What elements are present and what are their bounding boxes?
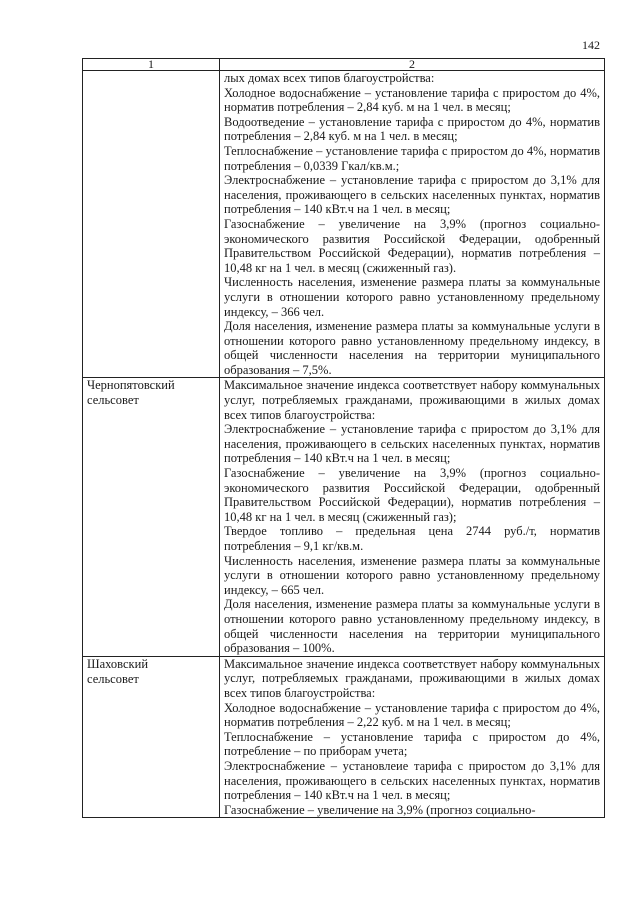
table-row — [83, 378, 605, 656]
paragraph: Теплоснабжение – установление тарифа с приростом до 4%, норматив потребления – 0,0339 Гкал/кв.м.; — [224, 143, 600, 173]
municipality-name-cell — [83, 656, 220, 818]
municipality-name-line: сельсовет — [87, 393, 139, 408]
paragraph: Доля населения, изменение размера платы за коммунальные услуги в отношении которого равно установленному предельному индексу, в общей численности населения на территории муниципального образования – 7,5%. — [224, 319, 600, 377]
municipality-name-cell — [83, 71, 220, 378]
table-row — [83, 656, 605, 818]
municipality-name-line: сельсовет — [87, 671, 139, 686]
paragraph: Максимальное значение индекса соответствует набору коммунальных услуг, потребляемых гражданами, проживающими в жилых домах всех типов благоустройства: — [224, 378, 600, 422]
paragraph: Электроснабжение – установлеие тарифа с приростом до 3,1% для населения, проживающего в сельских населенных пунктах, норматив потребления – 140 кВт.ч на 1 чел. в месяц; — [224, 758, 600, 803]
paragraph: Холодное водоснабжение – установление тарифа с приростом до 4%, норматив потребления – 2,84 куб. м на 1 чел. в месяц; — [224, 85, 600, 115]
paragraph: Электроснабжение – установление тарифа с приростом до 3,1% для населения, проживающего в сельских населенных пунктах, норматив потребления – 140 кВт.ч на 1 чел. в месяц; — [224, 422, 600, 466]
table-row — [83, 71, 605, 378]
paragraph: Электроснабжение – установление тарифа с приростом до 3,1% для населения, проживающего в сельских населенных пунктах, норматив потребления – 140 кВт.ч на 1 чел. в месяц; — [224, 173, 600, 217]
municipality-name-line: Шаховский — [87, 656, 149, 671]
paragraph: лых домах всех типов благоустройства: — [224, 71, 435, 85]
paragraph: Численность населения, изменение размера платы за коммунальные услуги в отношении которого равно установленному предельному индексу, – 665 чел. — [224, 553, 600, 597]
paragraph: Холодное водоснабжение – установление тарифа с приростом до 4%, норматив потребления – 2,22 куб. м на 1 чел. в месяц; — [224, 700, 600, 730]
paragraph: Доля населения, изменение размера платы за коммунальные услуги в отношении которого равно установленному предельному индексу, в общей численности населения на территории муниципального образования – 100%. — [224, 597, 600, 656]
paragraph: Газоснабжение – увеличение на 3,9% (прогноз социально- — [224, 802, 536, 817]
column-header-2: 2 — [220, 59, 605, 71]
page-number: 142 — [582, 38, 600, 52]
document-table — [82, 58, 605, 818]
municipality-name-cell — [83, 378, 220, 656]
paragraph: Теплоснабжение – установление тарифа с приростом до 4%, потребление – по приборам учета; — [224, 729, 600, 759]
paragraph: Максимальное значение индекса соответствует набору коммунальных услуг, потребляемых гражданами, проживающими в жилых домах всех типов благоустройства: — [224, 656, 600, 700]
table-header-row — [83, 59, 605, 71]
paragraph: Газоснабжение – увеличение на 3,9% (прогноз социально-экономического развития Российской Федерации, одобренный Правительством Российской Федерации), норматив потребления – 10,48 кг на 1 чел. в месяц (сжиженный газ); — [224, 466, 600, 524]
description-cell — [220, 378, 605, 656]
description-cell — [220, 71, 605, 378]
paragraph: Газоснабжение – увеличение на 3,9% (прогноз социально-экономического развития Российской Федерации, одобренный Правительством Российской Федерации), норматив потребления – 10,48 кг на 1 чел. в месяц (сжиженный газ). — [224, 216, 600, 275]
description-cell — [220, 656, 605, 818]
column-header-1: 1 — [83, 59, 220, 71]
paragraph: Численность населения, изменение размера платы за коммунальные услуги в отношении которого равно установленному предельному индексу, – 366 чел. — [224, 275, 600, 319]
paragraph: Твердое топливо – предельная цена 2744 руб./т, норматив потребления – 9,1 кг/кв.м. — [224, 524, 600, 553]
paragraph: Водоотведение – установление тарифа с приростом до 4%, норматив потребления – 2,84 куб. м на 1 чел. в месяц; — [224, 114, 600, 144]
municipality-name-line: Чернопятовский — [87, 378, 175, 393]
